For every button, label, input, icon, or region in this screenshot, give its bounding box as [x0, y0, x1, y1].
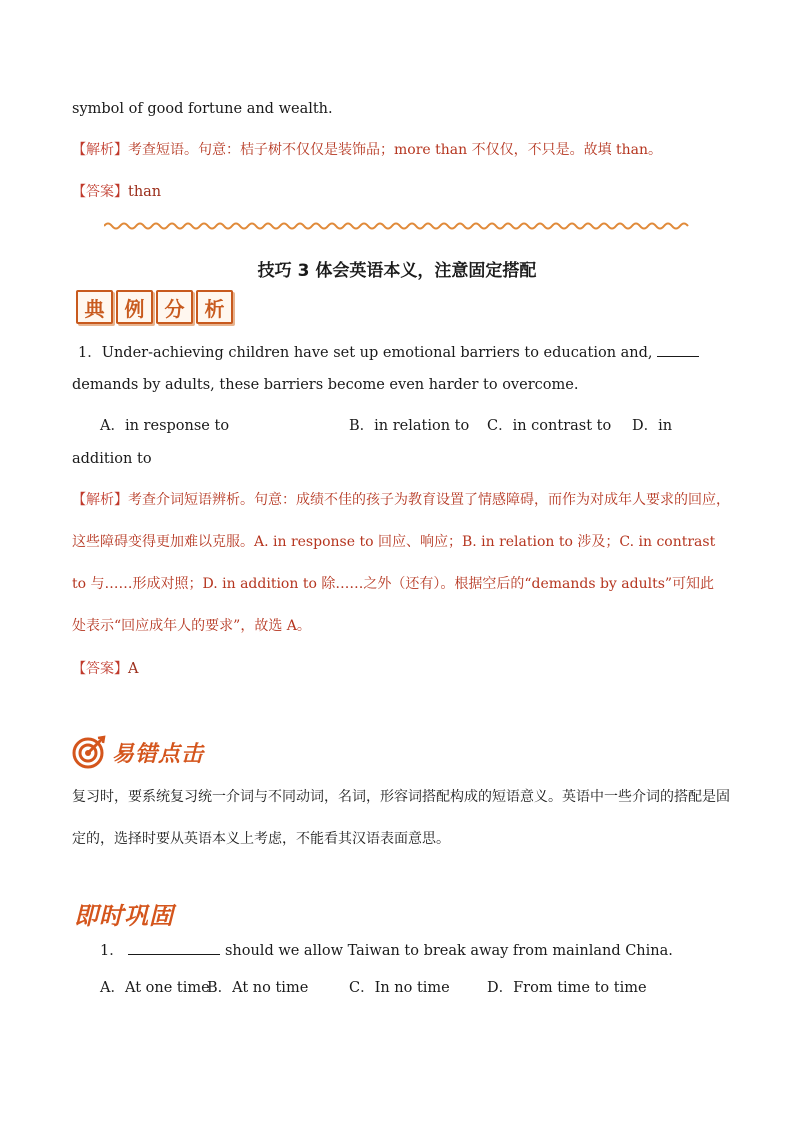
q2-number: 1．: [100, 943, 124, 959]
analysis-1: [72, 139, 662, 159]
q2-blank: [128, 942, 220, 955]
analysis-line: to 与……形成对照；D. in addition to 除……之外（还有）。根据空后的“demands by adults”可知此: [72, 576, 715, 592]
answer-text: A: [128, 661, 139, 677]
q1-blank: [657, 344, 699, 357]
analysis-line: 处表示“回应成年人的要求”，故选 A。: [72, 618, 311, 634]
analysis-tag: 【解析】: [72, 492, 128, 508]
target-icon: [72, 735, 106, 769]
q1-option-c: C．in contrast to: [487, 418, 612, 434]
q1-option-b: B．in relation to: [349, 418, 470, 434]
mistake-line-2: 定的，选择时要从英语本义上考虑，不能看其汉语表面意思。: [72, 831, 450, 847]
q2-line: [100, 939, 673, 960]
q2-option-c: C．In no time: [349, 980, 450, 996]
answer-tag: 【答案】: [72, 184, 128, 200]
q2-option-b: B．At no time: [207, 980, 309, 996]
answer-tag: 【答案】: [72, 661, 128, 677]
answer-1: [72, 181, 161, 201]
analysis-tag: 【解析】: [72, 142, 128, 158]
analysis-line: 考查介词短语辨析。句意：成绩不佳的孩子为教育设置了情感障碍，而作为对成年人要求的回应，: [128, 492, 730, 508]
mistake-header: [72, 735, 204, 769]
section-title: 技巧 3 体会英语本义，注意固定搭配: [257, 261, 537, 281]
analysis-line: 这些障碍变得更加难以克服。A. in response to 回应、响应；B. in relation to 涉及；C. in contrast: [72, 534, 716, 550]
q1-line2: demands by adults, these barriers become even harder to overcome.: [72, 377, 579, 393]
consolidate-header: 即时巩固: [74, 902, 174, 930]
mistake-line-1: 复习时，要系统复习统一介词与不同动词，名词，形容词搭配构成的短语意义。英语中一些介词的搭配是固: [72, 789, 730, 805]
stamp-char: 分: [156, 290, 193, 324]
q1-analysis: [72, 489, 730, 509]
wavy-divider: [104, 220, 690, 232]
answer-text: than: [128, 184, 162, 200]
stamp-char: 例: [116, 290, 153, 324]
mistake-header-text: 易错点击: [112, 741, 205, 767]
q1-option-a: A．in response to: [100, 418, 230, 434]
q1-text: 1．Under-achieving children have set up emotional barriers to education and,: [78, 345, 653, 361]
q2-option-d: D．From time to time: [487, 980, 647, 996]
q1-answer: [72, 658, 138, 678]
stamp-char: 典: [76, 290, 113, 324]
q1-option-d: D．in: [632, 418, 673, 434]
q1-option-d-cont: addition to: [72, 451, 152, 467]
q1-line1: [78, 341, 699, 362]
example-analysis-stamp: [76, 290, 233, 324]
analysis-text: 考查短语。句意：桔子树不仅仅是装饰品；more than 不仅仅，不只是。故填 than。: [128, 142, 663, 158]
q2-option-a: A．At one time: [100, 980, 210, 996]
continuation-text: symbol of good fortune and wealth.: [72, 101, 333, 117]
stamp-char: 析: [196, 290, 233, 324]
q2-text: should we allow Taiwan to break away from mainland China.: [224, 943, 673, 959]
